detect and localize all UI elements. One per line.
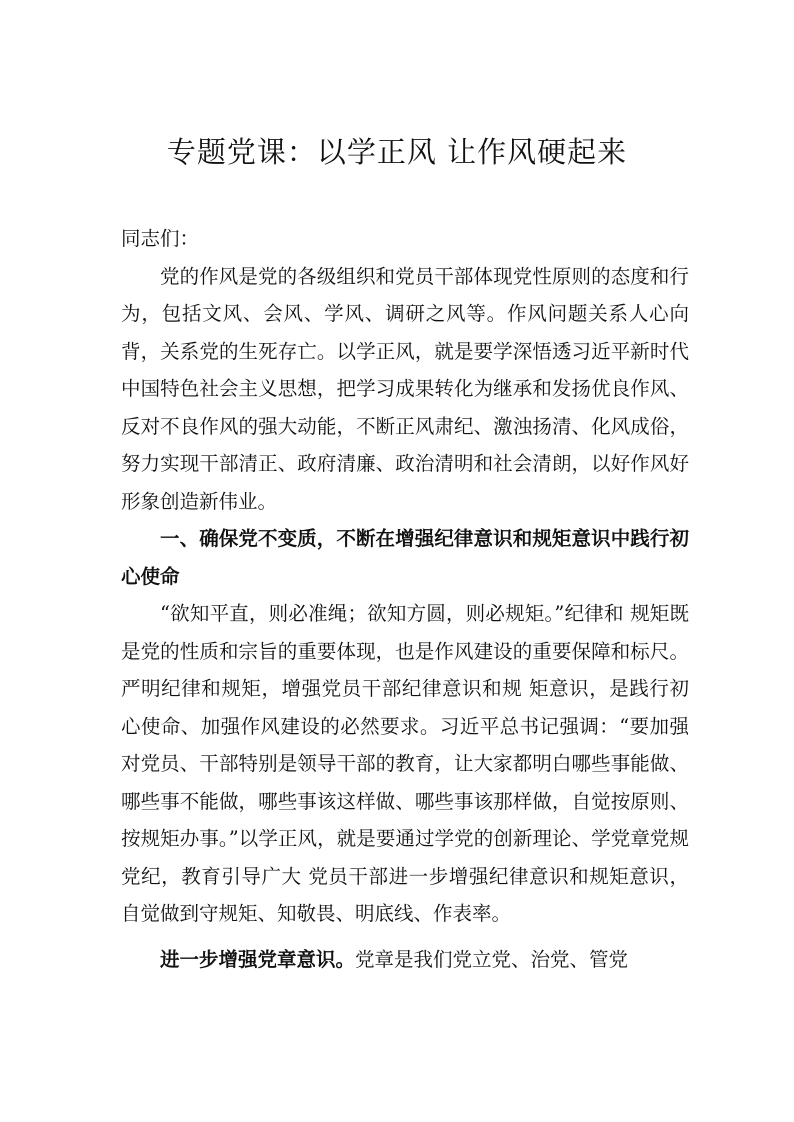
section-heading-1: 一、确保党不变质，不断在增强纪律意识和规矩意识中践行初心使命 [121, 527, 689, 588]
section-1-paragraph: “欲知平直，则必准绳；欲知方圆，则必规矩。”纪律和 规矩既是党的性质和宗旨的重要体现，也是作风建设的重要保障和标尺。严明纪律和规矩，增强党员干部纪律意识和规 矩意识，是践行初心使命、加强作风建设的必然要求。习近平总书记强调：“要加强对党员、干部特别是领导干部的教育，让大家都明白哪些事能做、哪些事不能做，哪些事该这样做、哪些事该那样做，自觉按原则、按规矩办事。”以学正风，就是要通过学党的创新理论、学党章党规党纪，教育引导广大 党员干部进一步增强纪律意识和规矩意识，自觉做到守规矩、知敬畏、明底线、作表率。 [121, 602, 689, 925]
subsection-text: 党章是我们党立党、治党、管党 [355, 947, 629, 971]
document-body [121, 220, 689, 978]
subsection-lead: 进一步增强党章意识。 [160, 947, 356, 971]
document-title: 专题党课：以学正风 让作风硬起来 [166, 135, 628, 169]
paragraph-spacer [121, 933, 689, 941]
intro-paragraph: 党的作风是党的各级组织和党员干部体现党性原则的态度和行为，包括文风、会风、学风、调研之风等。作风问题关系人心向背，关系党的生死存亡。以学正风，就是要学深悟透习近平新时代中国特色社会主义思想，把学习成果转化为继承和发扬优良作风、反对不良作风的强大动能，不断正风肃纪、激浊扬清、化风成俗，努力实现干部清正、政府清廉、政治清明和社会清朗，以好作风好形象创造新伟业。 [121, 264, 689, 513]
salutation: 同志们： [121, 227, 200, 250]
subsection-paragraph [121, 941, 689, 979]
